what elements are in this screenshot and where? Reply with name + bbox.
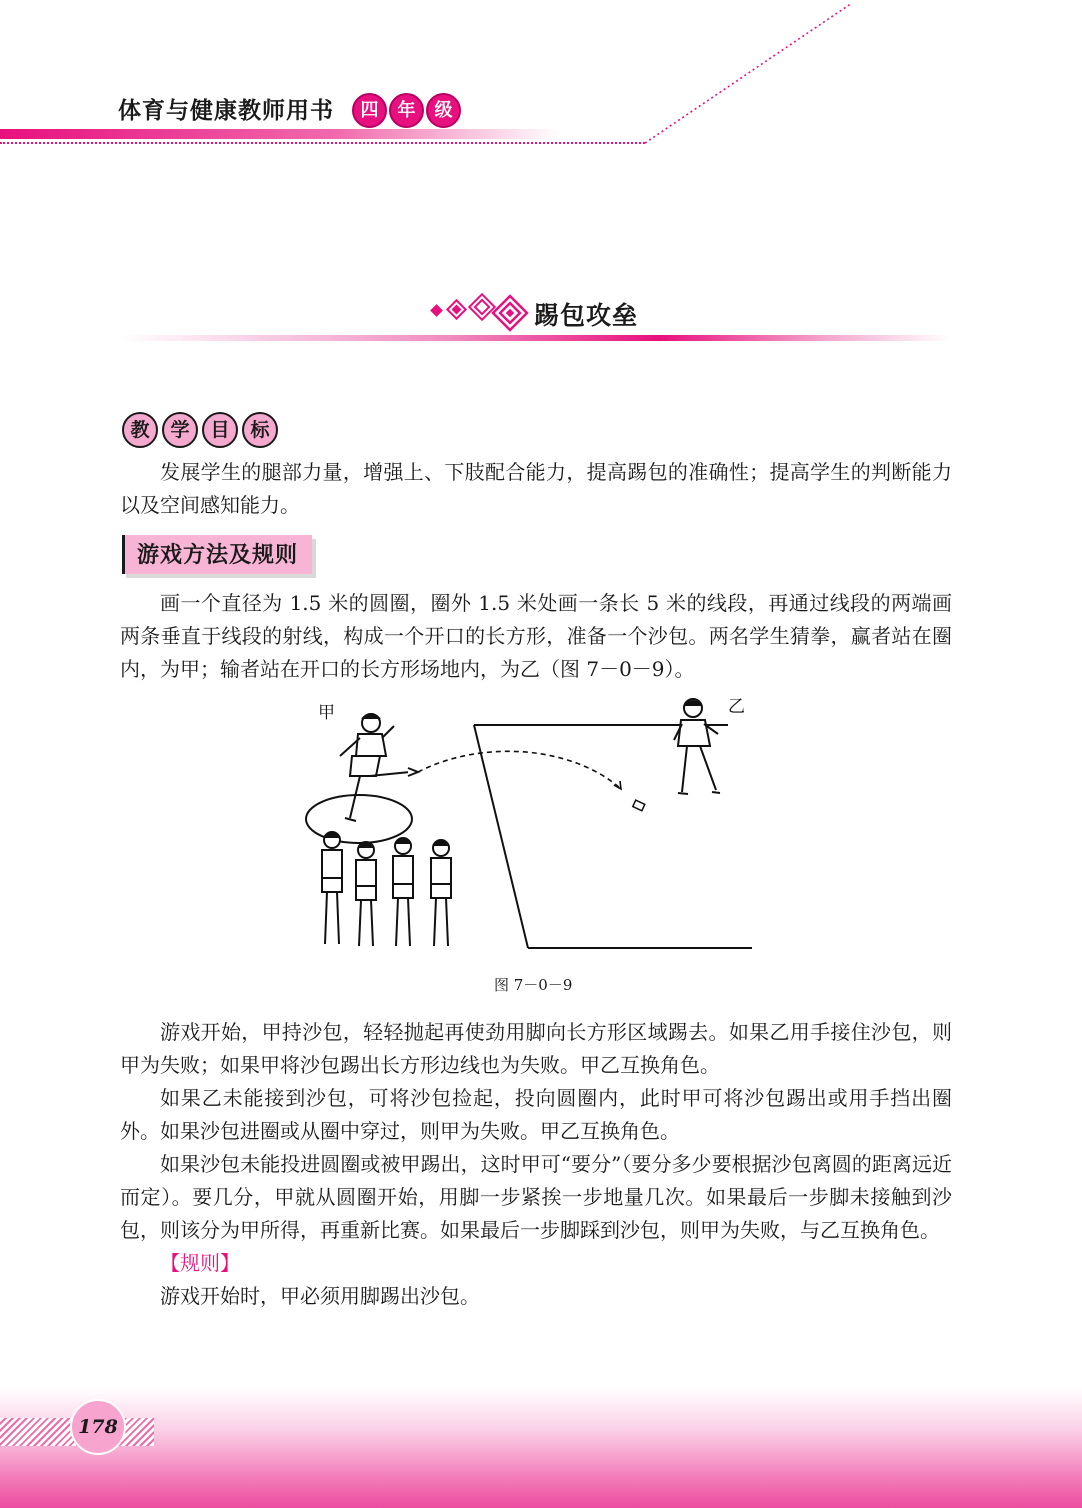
grade-char: 年 <box>389 93 424 128</box>
body-paragraph: 游戏开始，甲持沙包，轻轻抛起再使劲用脚向长方形区域踢去。如果乙用手接住沙包，则甲为失败；如果甲将沙包踢出长方形边线也为失败。甲乙互换角色。 <box>120 1020 952 1077</box>
figure-caption: 图 7－0－9 <box>494 976 573 994</box>
book-title: 体育与健康教师用书 <box>118 97 334 124</box>
label-jia: 甲 <box>318 703 335 723</box>
grade-char: 级 <box>426 93 461 128</box>
game-description <box>120 1016 952 1313</box>
header-bar <box>0 129 560 139</box>
catcher-figure <box>674 699 720 794</box>
method-intro-paragraph: 画一个直径为 1.5 米的圆圈，圈外 1.5 米处画一条长 5 米的线段，再通过线段的两端画两条垂直于线段的射线，构成一个开口的长方形，准备一个沙包。两名学生猜拳，赢者站在圈内，为甲；输者站在开口的长方形场地内，为乙（图 7－0－9）。 <box>120 591 952 681</box>
rule-text: 游戏开始时，甲必须用脚踢出沙包。 <box>160 1284 480 1308</box>
method-intro <box>120 587 952 686</box>
method-heading: 游戏方法及规则 <box>122 535 312 574</box>
diamond-ornament-icon <box>428 293 532 337</box>
kicker-figure <box>340 714 418 821</box>
badge-char: 学 <box>162 412 198 448</box>
grade-badge <box>352 93 461 128</box>
body-paragraph: 如果乙未能接到沙包，可将沙包捡起，投向圆圈内，此时甲可将沙包踢出或用手挡出圈外。如果沙包进圈或从圈中穿过，则甲为失败。甲乙互换角色。 <box>120 1086 952 1143</box>
badge-char: 目 <box>202 412 238 448</box>
sandbag-icon <box>633 800 645 811</box>
waiting-children <box>322 832 451 946</box>
body-paragraph: 如果沙包未能投进圆圈或被甲踢出，这时甲可“要分”（要分多少要根据沙包离圆的距离远近而定）。要几分，甲就从圆圈开始，用脚一步紧挨一步地量几次。如果最后一步脚未接触到沙包，则该分为甲所得，再重新比赛。如果最后一步脚踩到沙包，则甲为失败，与乙互换角色。 <box>120 1152 952 1242</box>
sandbag-trajectory <box>418 751 620 788</box>
circle-area <box>306 795 412 843</box>
objectives-badge <box>122 412 278 448</box>
badge-char: 教 <box>122 412 158 448</box>
grade-char: 四 <box>352 93 387 128</box>
badge-char: 标 <box>242 412 278 448</box>
objectives-paragraph: 发展学生的腿部力量，增强上、下肢配合能力，提高踢包的准确性；提高学生的判断能力以及空间感知能力。 <box>120 460 952 517</box>
header-dotted-line <box>0 142 645 144</box>
section-divider <box>120 335 950 341</box>
rectangle-field <box>474 725 752 948</box>
game-field-illustration <box>290 690 770 965</box>
section-title: 踢包攻垒 <box>534 301 639 330</box>
objectives-text <box>120 456 952 522</box>
rule-heading: 【规则】 <box>160 1251 240 1275</box>
page-number: 178 <box>70 1399 126 1455</box>
footer-band <box>0 1388 1082 1508</box>
header-diagonal-dots <box>640 0 860 150</box>
label-yi: 乙 <box>728 697 745 717</box>
